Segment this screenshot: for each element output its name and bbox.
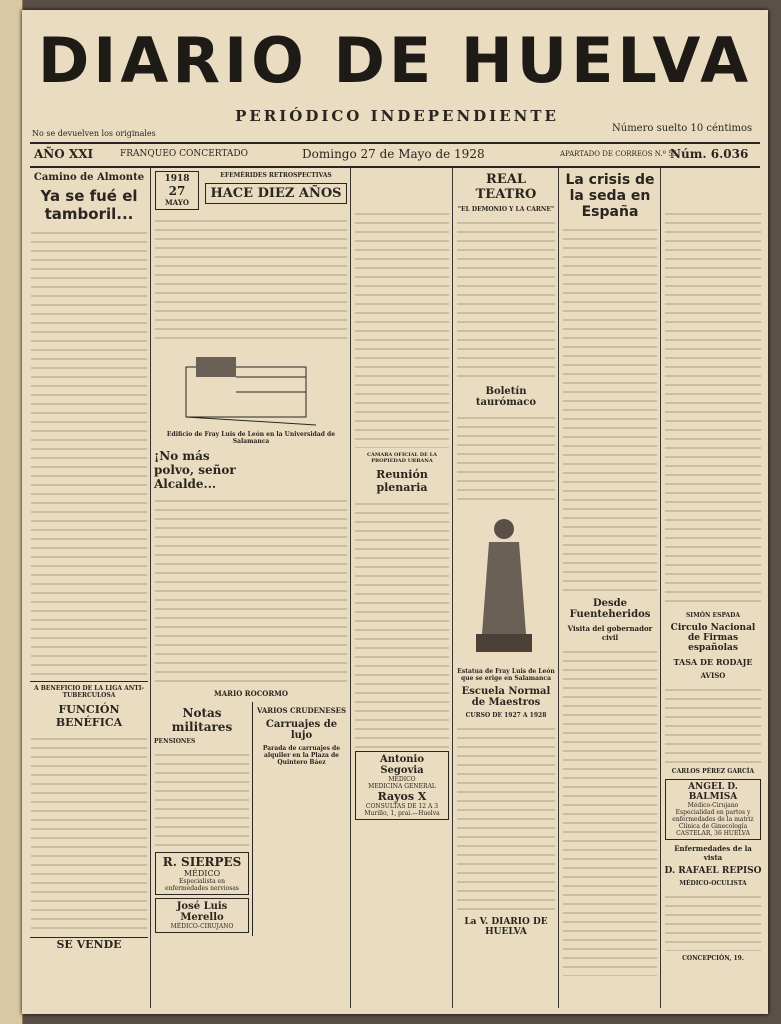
date-box-month: MAYO bbox=[165, 198, 189, 207]
issue-date: Domingo 27 de Mayo de 1928 bbox=[302, 147, 485, 161]
fuente-sub: Visita del gobernador civil bbox=[567, 624, 653, 642]
sierpes-specialty: Especialista en enfermedades nerviosas bbox=[164, 878, 240, 892]
segovia-name: Antonio Segovia bbox=[379, 754, 425, 776]
pensiones-kicker: PENSIONES bbox=[154, 738, 196, 745]
repiso-name: D. RAFAEL REPISO bbox=[664, 866, 762, 876]
balmisa-name: ANGEL D. BALMISA bbox=[688, 782, 738, 802]
segovia-ad bbox=[355, 751, 449, 820]
building-caption: Edificio de Fray Luis de León en la Universidad de Salamanca bbox=[166, 431, 336, 445]
carruajes-sub: Parada de carruajes de alquiler en la Plaza de Quintero Báez bbox=[262, 745, 341, 766]
col1-headline: Ya se fué el tamboril... bbox=[40, 187, 138, 223]
crisis-body bbox=[563, 224, 657, 594]
column-1 bbox=[28, 168, 151, 1008]
col6-body-top bbox=[665, 208, 761, 608]
segovia-address: Murillo, 1, prai.—Huelva bbox=[364, 810, 440, 817]
balmisa-address: CASTELAR, 36 HUELVA bbox=[676, 830, 750, 837]
signature-varios: VARIOS CRUDENESES bbox=[256, 706, 347, 715]
column-3 bbox=[352, 168, 453, 1008]
column-6 bbox=[662, 168, 764, 1008]
column-2 bbox=[152, 168, 351, 1008]
masthead-title: DIARIO DE HUELVA bbox=[37, 24, 753, 97]
repiso-title: MÉDICO-OCULISTA bbox=[679, 880, 747, 887]
tasa-headline: TASA DE RODAJE bbox=[673, 657, 753, 667]
year-label: AÑO XXI bbox=[34, 147, 94, 161]
sierpes-title: MÉDICO bbox=[183, 869, 221, 878]
teatro-body bbox=[457, 217, 555, 382]
escuela-body bbox=[457, 723, 555, 913]
signature-rocormo: MARIO ROCORMO bbox=[213, 689, 289, 698]
signature-espada: SIMÓN ESPADA bbox=[685, 612, 741, 619]
repiso-body bbox=[665, 891, 761, 951]
issue-number: Núm. 6.036 bbox=[670, 147, 749, 161]
circulo-signature: CARLOS PÉREZ GARCÍA bbox=[671, 768, 755, 775]
escuela-headline: Escuela Normal de Maestros bbox=[461, 686, 551, 708]
date-box-year: 1918 bbox=[164, 174, 190, 184]
masthead-subtitle: PERIÓDICO INDEPENDIENTE bbox=[235, 107, 559, 125]
col1-body bbox=[31, 227, 147, 677]
reunion-headline: Reunión plenaria bbox=[376, 468, 428, 494]
benefica-body bbox=[31, 733, 147, 933]
carruajes-headline: Carruajes de lujo bbox=[265, 719, 338, 741]
sierpes-ad bbox=[155, 852, 249, 895]
aviso-headline: AVISO bbox=[700, 671, 726, 680]
subscription-label: FRANQUEO CONCERTADO bbox=[120, 149, 248, 159]
notas-body bbox=[155, 749, 249, 849]
page-edge bbox=[0, 0, 23, 1024]
balmisa-specialty: Especialidad en partos y enfermedades de la matriz bbox=[672, 809, 754, 823]
left-note: No se devuelven los originales bbox=[32, 129, 156, 138]
merello-title: MÉDICO-CIRUJANO bbox=[170, 923, 234, 930]
col3-body-top bbox=[355, 208, 449, 448]
footer-diario: La V. DIARIO DE HUELVA bbox=[464, 917, 548, 937]
segovia-rayos: Rayos X bbox=[377, 790, 427, 803]
hace-body bbox=[155, 215, 347, 345]
vende-headline: SE VENDE bbox=[30, 937, 148, 951]
date-box bbox=[155, 171, 199, 210]
circulo-headline: Circulo Nacional de Firmas españolas bbox=[670, 623, 756, 653]
merello-ad bbox=[155, 898, 249, 933]
col1-kicker: Camino de Almonte bbox=[33, 172, 145, 183]
fuente-headline: Desde Fuenteheridos bbox=[569, 598, 651, 620]
sierpes-name: R. SIERPES bbox=[162, 855, 242, 869]
statue-illustration bbox=[454, 504, 554, 664]
repiso-address: CONCEPCIÓN, 19. bbox=[682, 955, 744, 962]
po-box: APARTADO DE CORREOS N.º 55 bbox=[560, 150, 678, 158]
alcalde-body bbox=[155, 495, 347, 685]
reunion-body bbox=[355, 498, 449, 748]
column-5 bbox=[560, 168, 661, 1008]
segovia-title: MÉDICO bbox=[388, 776, 416, 783]
newspaper-page bbox=[22, 10, 768, 1014]
taurino-headline: Boletín taurómaco bbox=[475, 386, 537, 408]
info-bar bbox=[30, 142, 760, 168]
circulo-body bbox=[665, 684, 761, 764]
crisis-headline: La crisis de la seda en España bbox=[565, 172, 655, 220]
fuente-body bbox=[563, 646, 657, 976]
building-illustration bbox=[176, 347, 326, 427]
statue-caption: Estatua de Fray Luis de León que se erige en Salamanca bbox=[457, 668, 555, 682]
camara-kicker: CÁMARA OFICIAL DE LA PROPIEDAD URBANA bbox=[366, 452, 438, 464]
merello-name: José Luis Merello bbox=[176, 901, 228, 923]
column-4 bbox=[454, 168, 559, 1008]
notas-headline: Notas militares bbox=[171, 706, 233, 734]
teatro-sub: "EL DEMONIO Y LA CARNE" bbox=[457, 206, 555, 213]
price-note: Número suelto 10 céntimos bbox=[612, 123, 753, 134]
efemerides-kicker: EFEMÉRIDES RETROSPECTIVAS bbox=[220, 172, 332, 179]
hace-headline: HACE DIEZ AÑOS bbox=[205, 183, 347, 204]
date-box-day: 27 bbox=[168, 184, 186, 198]
taurino-body bbox=[457, 412, 555, 502]
balmisa-ad bbox=[665, 779, 761, 840]
repiso-kicker: Enfermedades de la vista bbox=[674, 844, 752, 862]
balmisa-title: Médico-Cirujano bbox=[687, 802, 739, 809]
segovia-hours: CONSULTAS DE 12 A 3 bbox=[365, 803, 439, 810]
benefica-headline: FUNCIÓN BENÉFICA bbox=[55, 703, 123, 729]
balmisa-clinic: Clínica de Ginecología bbox=[678, 823, 748, 830]
escuela-sub: CURSO DE 1927 A 1928 bbox=[465, 712, 547, 719]
benefica-kicker: A BENEFICIO DE LA LIGA ANTI-TUBERCULOSA bbox=[30, 681, 148, 699]
teatro-headline: REAL TEATRO bbox=[475, 172, 537, 202]
alcalde-headline: ¡No más polvo, señor Alcalde... bbox=[154, 449, 236, 491]
segovia-specialty: MEDICINA GENERAL bbox=[368, 783, 436, 790]
